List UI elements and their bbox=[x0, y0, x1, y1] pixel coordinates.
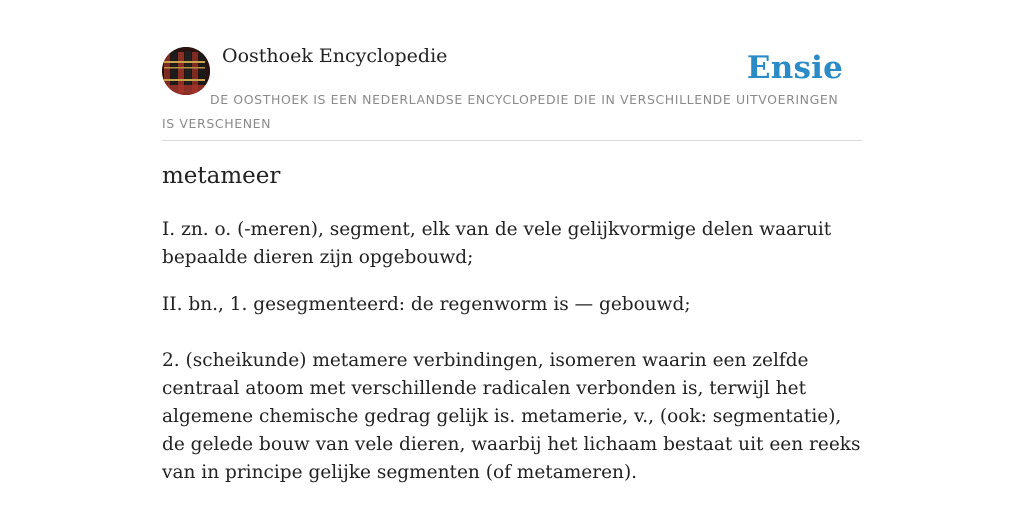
entry-paragraph: 2. (scheikunde) metamere verbindingen, isomeren waarin een zelfde centraal atoom met verschillende radicalen verbonden is, terwijl het algemene chemische gedrag gelijk is. metamerie, v., (ook: segmentatie), de gelede bouw van vele dieren, waarbij het lichaam bestaat uit een reeks van in principe gelijke segmenten (of metameren). bbox=[162, 350, 861, 483]
brand-logo[interactable]: Ensie bbox=[746, 50, 843, 86]
site-tagline: DE OOSTHOEK IS EEN NEDERLANDSE ENCYCLOPEDIE DIE IN VERSCHILLENDE UITVOERINGEN IS VERSCHENEN bbox=[162, 92, 839, 131]
header bbox=[162, 0, 862, 141]
entry-title: metameer bbox=[162, 163, 281, 189]
entry-paragraph: I. zn. o. (-meren), segment, elk van de vele gelijkvormige delen waaruit bepaalde dieren zijn opgebouwd; bbox=[162, 219, 832, 268]
entry-paragraph: II. bn., 1. gesegmenteerd: de regenworm is — gebouwd; bbox=[162, 294, 691, 315]
page-container bbox=[162, 0, 862, 483]
site-title[interactable]: Oosthoek Encyclopedie bbox=[222, 45, 448, 67]
